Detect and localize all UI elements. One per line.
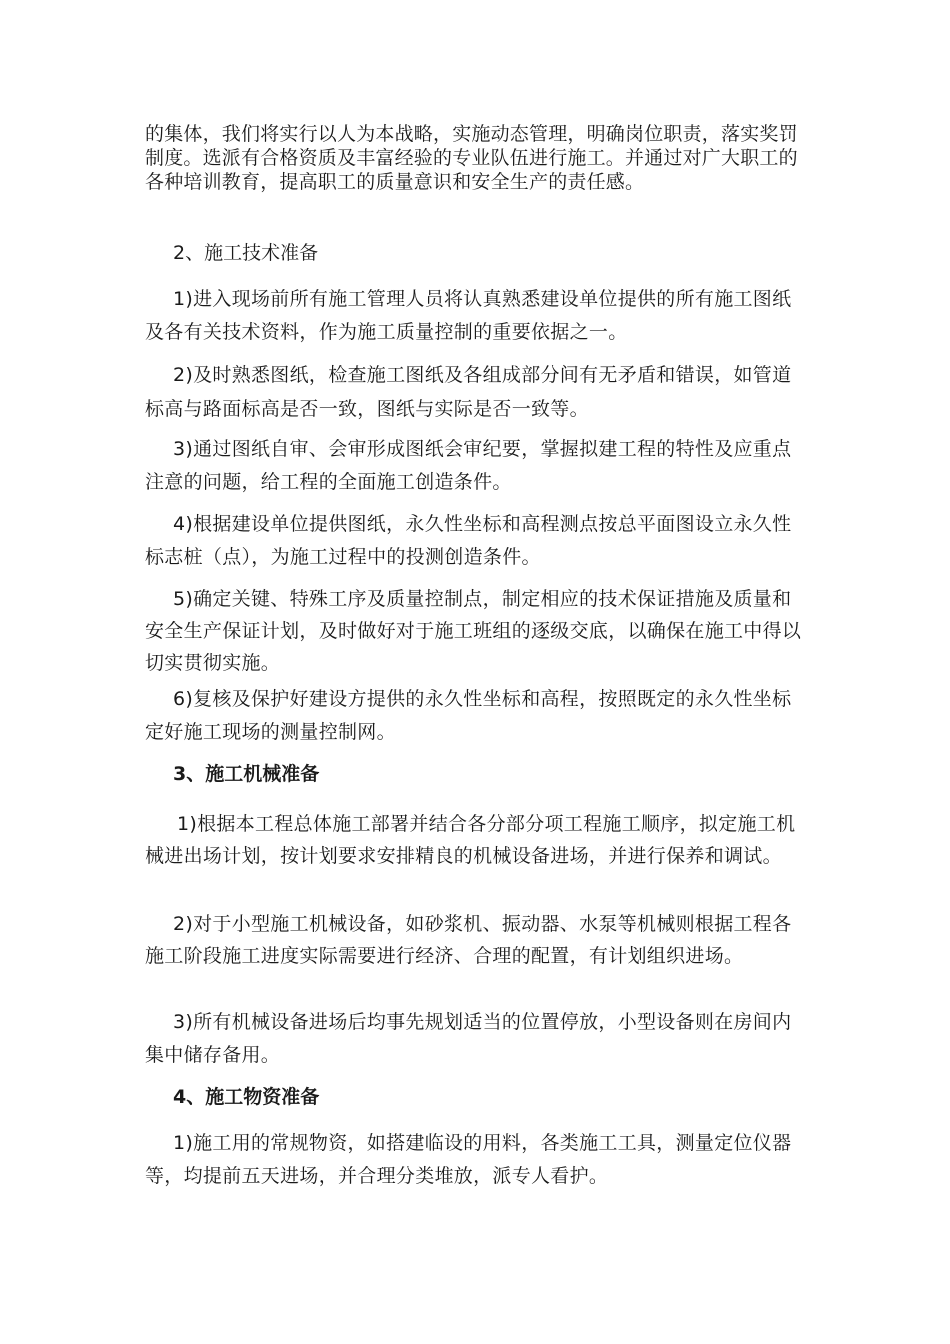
- intro-paragraph: 的集体，我们将实行以人为本战略，实施动态管理，明确岗位职责，落实奖罚制度。选派有合格资质及丰富经验的专业队伍进行施工。并通过对广大职工的各种培训教育，提高职工的质量意识和安全生产的责任感。: [145, 123, 798, 193]
- machinery-item-2: 2)对于小型施工机械设备，如砂浆机、振动器、水泵等机械则根据工程各施工阶段施工进度实际需要进行经济、合理的配置，有计划组织进场。: [145, 913, 792, 967]
- section-heading-technical-prep: 2、施工技术准备: [173, 242, 319, 264]
- technical-item-1: 1)进入现场前所有施工管理人员将认真熟悉建设单位提供的所有施工图纸及各有关技术资料，作为施工质量控制的重要依据之一。: [145, 288, 792, 343]
- technical-item-5: 5)确定关键、特殊工序及质量控制点，制定相应的技术保证措施及质量和安全生产保证计划，及时做好对于施工班组的逐级交底，以确保在施工中得以切实贯彻实施。: [145, 588, 802, 674]
- section-heading-machinery-prep: 3、施工机械准备: [173, 763, 320, 785]
- technical-item-2: 2)及时熟悉图纸，检查施工图纸及各组成部分间有无矛盾和错误，如管道标高与路面标高是否一致，图纸与实际是否一致等。: [145, 364, 792, 420]
- technical-item-6: 6)复核及保护好建设方提供的永久性坐标和高程，按照既定的永久性坐标定好施工现场的测量控制网。: [145, 688, 792, 743]
- machinery-item-3: 3)所有机械设备进场后均事先规划适当的位置停放，小型设备则在房间内集中储存备用。: [145, 1011, 792, 1066]
- section-heading-materials-prep: 4、施工物资准备: [173, 1086, 320, 1108]
- machinery-item-1: 1)根据本工程总体施工部署并结合各分部分项工程施工顺序，拟定施工机械进出场计划，按计划要求安排精良的机械设备进场，并进行保养和调试。: [145, 813, 796, 867]
- technical-item-4: 4)根据建设单位提供图纸，永久性坐标和高程测点按总平面图设立永久性标志桩（点），为施工过程中的投测创造条件。: [145, 513, 792, 568]
- materials-item-1: 1)施工用的常规物资，如搭建临设的用料，各类施工工具，测量定位仪器等，均提前五天进场，并合理分类堆放，派专人看护。: [145, 1132, 792, 1187]
- technical-item-3: 3)通过图纸自审、会审形成图纸会审纪要，掌握拟建工程的特性及应重点注意的问题，给工程的全面施工创造条件。: [145, 438, 792, 493]
